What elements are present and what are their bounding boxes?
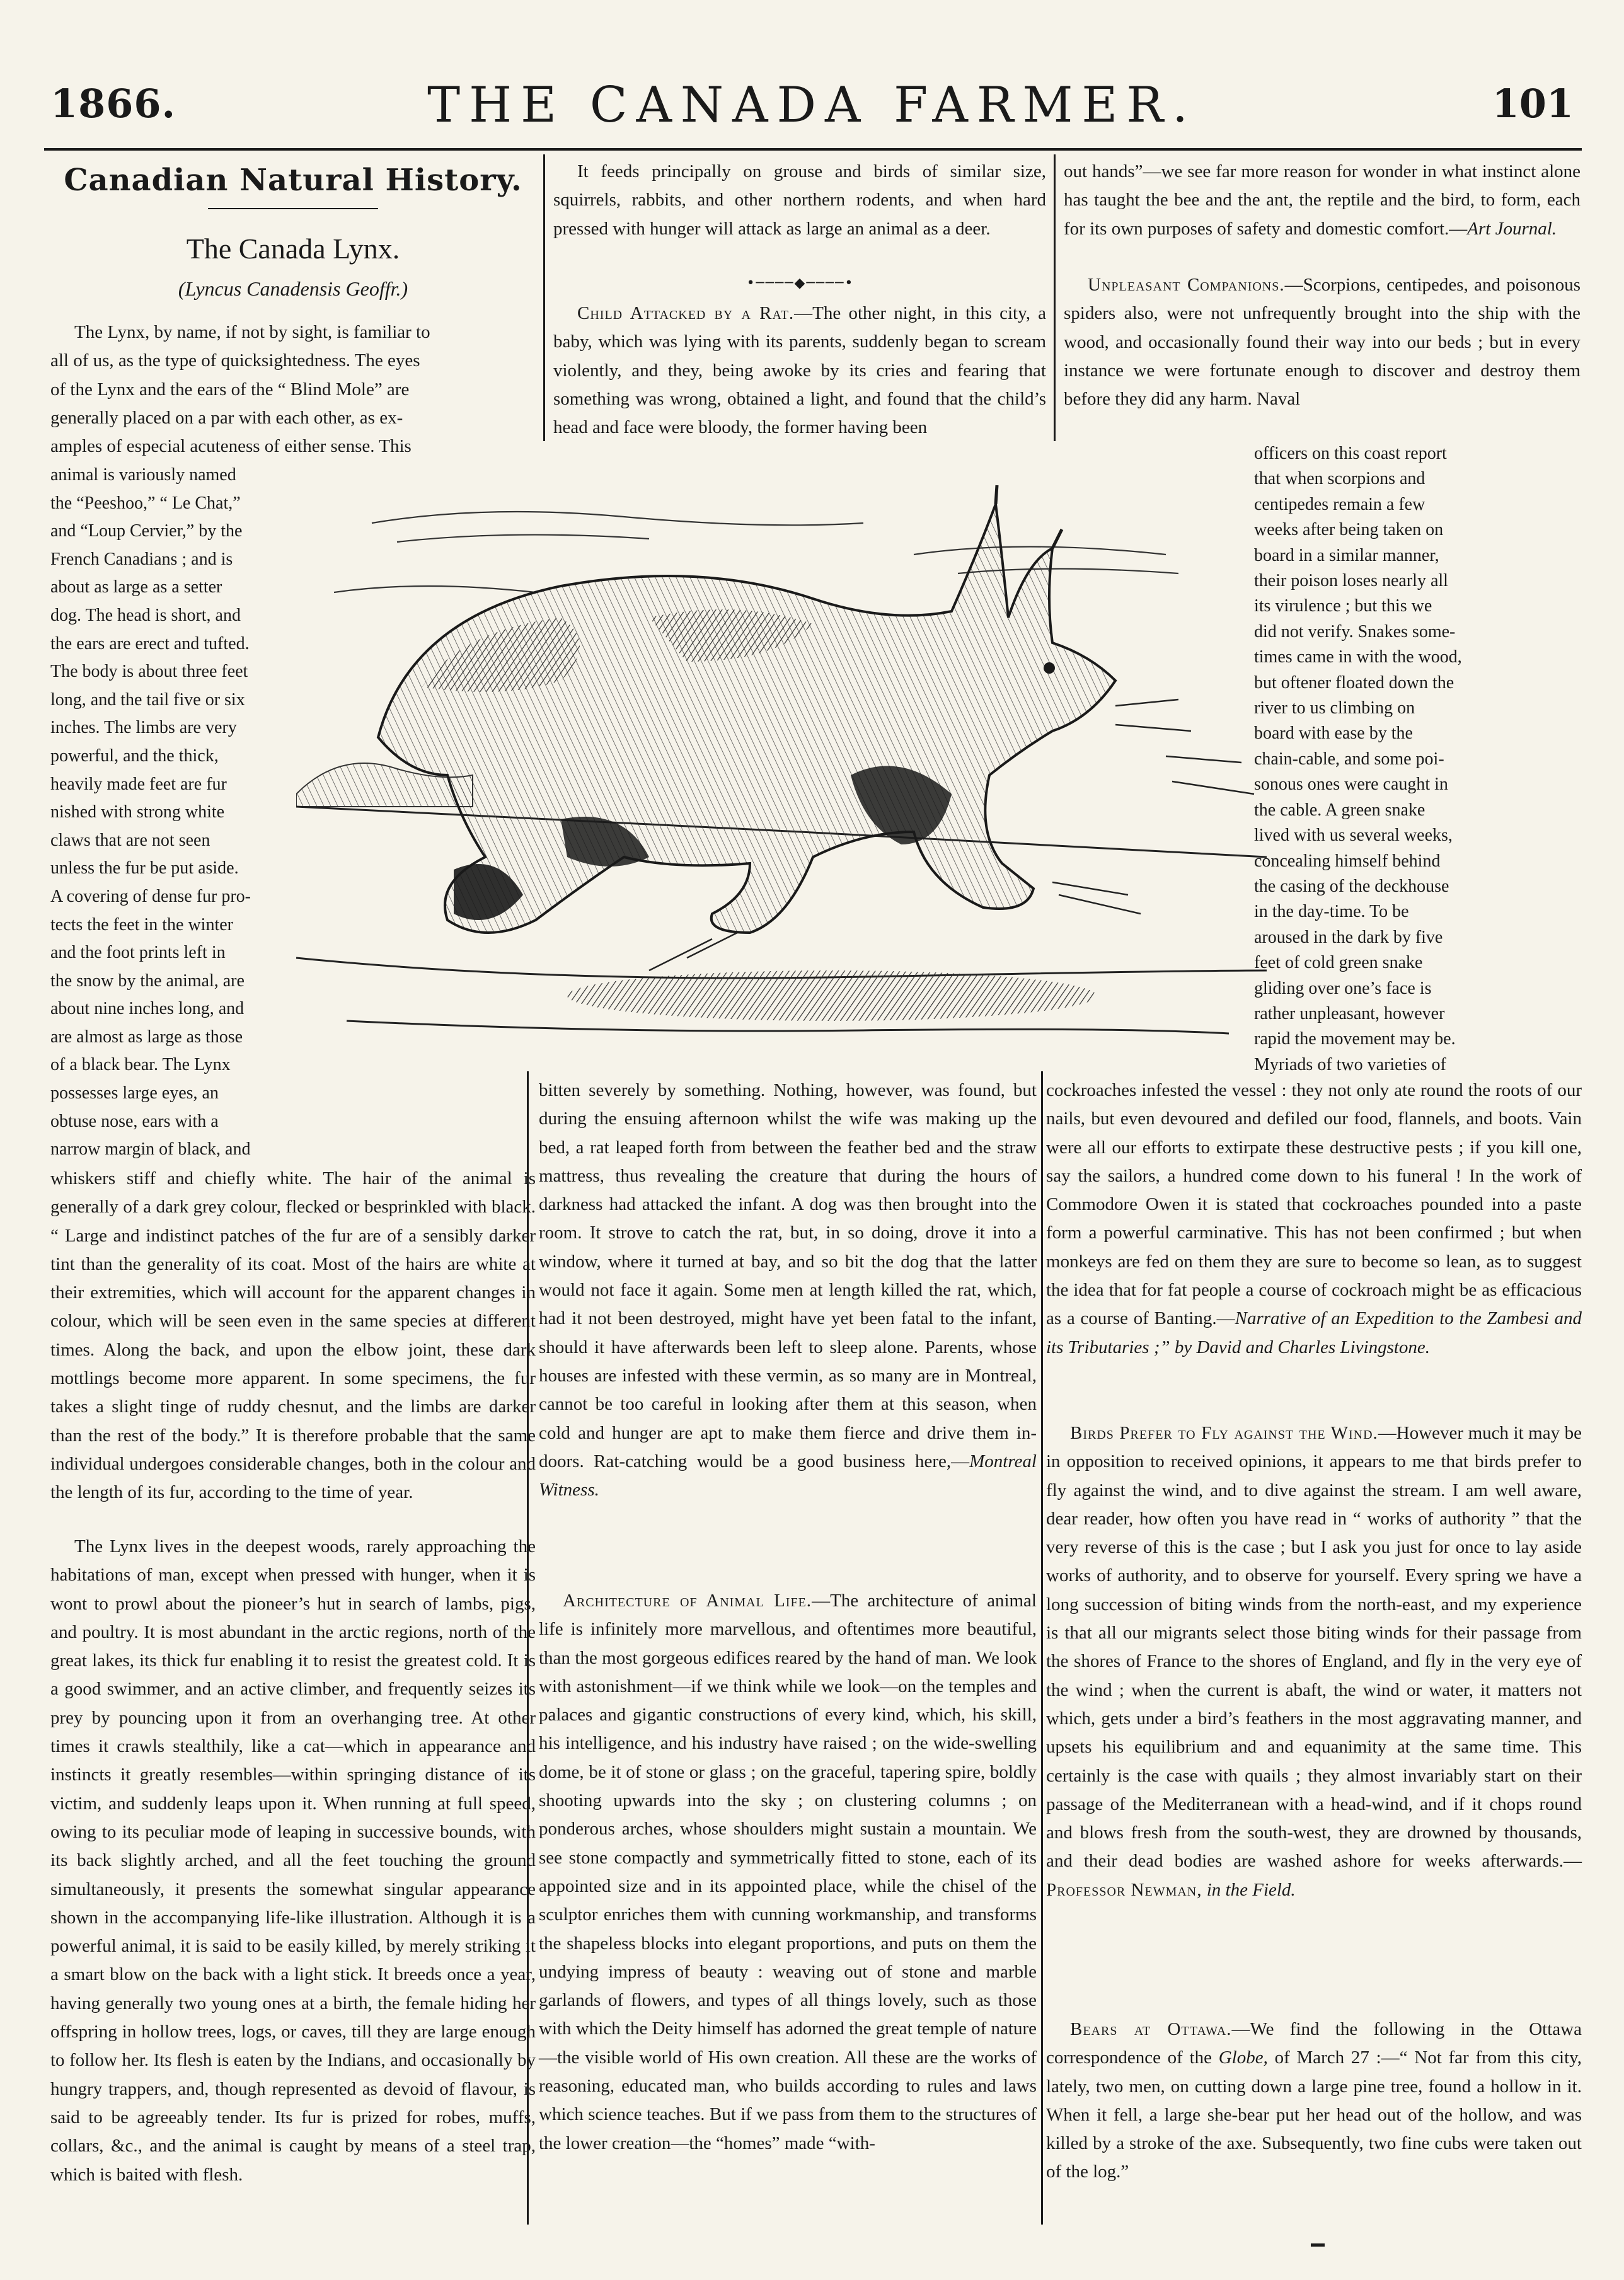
companions-narrow-line: their poison loses nearly all — [1254, 571, 1448, 591]
bears-heading: Bears at Ottawa. — [1070, 2019, 1232, 2039]
companions-narrow-line: its virulence ; but this we — [1254, 596, 1432, 616]
footer-dash — [1311, 2243, 1325, 2247]
lynx-narrow-line: tects the feet in the winter — [50, 914, 233, 935]
header-year: 1866. — [50, 81, 176, 127]
lynx-narrow-line: powerful, and the thick, — [50, 746, 219, 766]
lynx-intro-line: of the Lynx and the ears of the “ Blind Mole” are — [50, 379, 410, 400]
lynx-narrow-line: the ears are erect and tufted. — [50, 633, 250, 653]
section-heading-underline — [208, 208, 378, 209]
article-title: The Canada Lynx. — [186, 233, 400, 265]
lynx-narrow-line: dog. The head is short, and — [50, 605, 241, 625]
companions-narrow-text — [1254, 441, 1582, 1078]
bears-text-b: of March 27 :—“ Not far from this city, lately, two men, on cutting down a large pine tree, found a hollow in it. When it fell, a large she-bear put her head out of the hollow, and was killed by a stroke of the axe. Subsequently, two fine cubs were taken out of the log.” — [1046, 2047, 1582, 2182]
section-heading: Canadian Natural History. — [64, 163, 522, 198]
instinct-paragraph — [1064, 158, 1581, 243]
companions-narrow-line: sonous ones were caught in — [1254, 774, 1448, 795]
lynx-intro — [50, 318, 536, 461]
companions-narrow-line: times came in with the wood, — [1254, 647, 1462, 667]
companions-narrow-line: river to us climbing on — [1254, 698, 1415, 718]
lynx-narrow-line: the snow by the animal, are — [50, 970, 245, 991]
lynx-intro-line: amples of especial acuteness of either sense. This — [50, 436, 412, 457]
architecture-text: —The architecture of animal life is infinitely more marvellous, and oftentimes more beautiful, than the most gorgeous edifices reared by the hand of man. We look with astonishment—if we think while we look—on the temples and palaces and gigantic constructions of every kind, which, his skill, his intelligence, and his industry have raised ; on the wide-swelling dome, be it of stone or glass ; on the graceful, tapering spire, boldly shooting upwards into the sky ; on clustering columns ; on ponderous arches, whose shoulders might sustain a mountain. We see stone compactly and symmetrically fitted to stone, each of its appointed size and in its appointed place, while the chisel of the sculptor enriches them with cunning workmanship, and transforms the shapeless blocks into elegant proportions, and puts on them the undying impress of beauty : weaving out of stone and marble garlands of flowers, and types of all things lovely, such as those with which the Deity himself has adorned the great temple of nature—the visible world of His own creation. All these are the works of reasoning, educated man, who builds according to rules and laws which science teaches. But if we pass from them to the structures of the lower creation—the “homes” made “with- — [539, 1591, 1037, 2153]
lynx-intro-line: generally placed on a par with each other, as ex- — [50, 407, 403, 428]
companions-narrow-line: board in a similar manner, — [1254, 545, 1439, 565]
lynx-narrow-line: about as large as a setter — [50, 577, 222, 597]
lynx-paragraph-1 — [50, 1165, 536, 1507]
column-rule-2-top — [1054, 154, 1056, 441]
lynx-narrow-line: French Canadians ; and is — [50, 549, 233, 569]
column-rule-1-top — [543, 154, 545, 441]
lynx-narrow-line: The body is about three feet — [50, 662, 248, 682]
companions-heading: Unpleasant Companions. — [1088, 275, 1285, 295]
lynx-narrow-line: obtuse nose, ears with a — [50, 1111, 219, 1131]
companions-top-text: —Scorpions, centipedes, and poisonous spiders also, were not unfrequently brought into the ship with the wood, and occasionally found their way into our beds ; but in every instance we were fortunate enough to discover and destroy them before they did any harm. Naval — [1064, 275, 1581, 410]
lynx-intro-line: all of us, as the type of quicksightedness. The eyes — [50, 350, 420, 371]
rat-bottom-text: bitten severely by something. Nothing, however, was found, but during the ensuing afternoon whilst the wife was making up the bed, a rat leaped forth from between the feather bed and the straw mattress, thus revealing the creature that during the hours of darkness had attacked the infant. A dog was then brought into the room. It strove to catch the rat, but, in so doing, drove it into a window, where it turned at bay, and so bit the dog that the latter would not face it again. Some men at length killed the rat, which, had it not been destroyed, might have yet been fatal to the infant, should it have afterwards been left to sleep alone. Parents, whose houses are infested with these vermin, as so many are in Montreal, cannot be too careful in looking after them at this season, when cold and hunger are apt to make them fierce and drive them in-doors. Rat-catching would be a good business here,— — [539, 1080, 1037, 1471]
lynx-narrow-line: heavily made feet are fur — [50, 774, 227, 794]
bears-article — [1046, 2015, 1582, 2187]
companions-narrow-line: weeks after being taken on — [1254, 520, 1444, 540]
rat-article-top — [553, 299, 1046, 442]
companions-narrow-line: aroused in the dark by five — [1254, 927, 1443, 947]
birds-heading: Birds Prefer to Fly against the Wind. — [1070, 1423, 1378, 1443]
companions-narrow-line: lived with us several weeks, — [1254, 826, 1453, 846]
companions-narrow-line: Myriads of two varieties of — [1254, 1054, 1446, 1074]
companions-narrow-line: but oftener floated down the — [1254, 672, 1454, 693]
lynx-narrow-line: the “Peeshoo,” “ Le Chat,” — [50, 493, 241, 513]
lynx-narrow-line: narrow margin of black, and — [50, 1139, 251, 1160]
bears-text-a: —We find the following in the Ottawa correspondence of the — [1046, 2019, 1582, 2068]
article-subtitle: (Lyncus Canadensis Geoffr.) — [178, 277, 408, 300]
grouse-paragraph — [553, 158, 1046, 243]
companions-narrow-line: the casing of the deckhouse — [1254, 876, 1449, 896]
companions-narrow-line: that when scorpions and — [1254, 469, 1425, 489]
lynx-narrow-line: of a black bear. The Lynx — [50, 1055, 231, 1075]
instinct-text: out hands”—we see far more reason for wonder in what instinct alone has taught the bee and the ant, the reptile and the bird, to form, each for its own purposes of safety and domestic comfort.— — [1064, 161, 1581, 239]
lynx-narrow-line: possesses large eyes, an — [50, 1083, 219, 1103]
companions-narrow-line: officers on this coast report — [1254, 444, 1447, 463]
lynx-narrow-line: A covering of dense fur pro- — [50, 886, 251, 906]
companions-narrow-line: feet of cold green snake — [1254, 953, 1423, 973]
lynx-engraving-icon — [296, 479, 1267, 1065]
architecture-heading: Architecture of Animal Life. — [563, 1591, 812, 1611]
lynx-narrow-line: and “Loup Cervier,” by the — [50, 521, 243, 541]
birds-article — [1046, 1419, 1582, 1904]
lynx-narrow-line: nished with strong white — [50, 802, 225, 822]
rat-top-text: —The other night, in this city, a baby, which was lying with its parents, suddenly began to scream violently, and they, being awoke by its cries and fearing that something was wrong, obtained a light, and found that the child’s head and face were bloody, the former having been — [553, 303, 1046, 438]
lynx-intro-line: The Lynx, by name, if not by sight, is familiar to — [74, 322, 430, 342]
header-title: THE CANADA FARMER. — [427, 77, 1197, 134]
companions-source: Narrative of an Expedition to the Zambesi and its Tributaries ;” by David and Charles Livingstone. — [1046, 1308, 1582, 1357]
birds-text: —However much it may be in opposition to received opinions, it appears to me that birds prefer to fly against the wind, and to dive against the stream. I am well aware, dear reader, how often you have read in “ works of authority ” that the very reverse of this is the case ; but I ask you just for once to lay aside works of authority, and to observe for yourself. Every spring we have a long succession of biting winds from the north-east, and my experience is that all our migrants select those biting winds for their passage from the shores of France to the shores of England, and fly in the very eye of the wind ; when the current is abaft, the wind or water, it matters not which, gets under a bird’s feathers in the most aggravating manner, and upsets his equilibrium and and equanimity at the same time. This certainly is the case with quails ; they almost invariably start on their passage of the Mediterranean with a head-wind, and if it chops round and blows fresh from the south-west, they are drowned by thousands, and their dead bodies are washed ashore for weeks afterwards.— — [1046, 1423, 1582, 1872]
lynx-narrow-line: long, and the tail five or six — [50, 689, 245, 710]
birds-source-pub: in the Field. — [1206, 1879, 1296, 1900]
lynx-narrow-line: claws that are not seen — [50, 830, 210, 850]
lynx-paragraph-2 — [50, 1533, 536, 2189]
companions-narrow-line: centipedes remain a few — [1254, 494, 1425, 514]
lynx-narrow-line: unless the fur be put aside. — [50, 858, 239, 878]
lynx-narrow-line: inches. The limbs are very — [50, 718, 237, 738]
instinct-source: Art Journal. — [1467, 218, 1557, 239]
lynx-narrow-line: about nine inches long, and — [50, 999, 245, 1019]
companions-narrow-line: in the day-time. To be — [1254, 902, 1409, 922]
companions-narrow-line: concealing himself behind — [1254, 851, 1441, 871]
companions-narrow-line: board with ease by the — [1254, 723, 1413, 744]
header-rule — [44, 148, 1582, 151]
lynx-paragraph-1-text: whiskers stiff and chiefly white. The hair of the animal is generally of a dark grey colour, flecked or besprinkled with black. “ Large and indistinct patches of the fur are of a sensibly darker tint than the generality of its coat. Most of the hairs are white at their extremities, which will account for the apparent changes in colour, which will be seen even in the same species at different times. Along the back, and upon the elbow joint, these dark mottlings become more apparent. In some specimens, the fur takes a slight tinge of ruddy chesnut, and the limbs are darker than the rest of the body.” It is therefore probable that the same individual undergoes considerable changes, both in the colour and the length of its fur, according to the time of year. — [50, 1168, 536, 1503]
grouse-paragraph-text: It feeds principally on grouse and birds of similar size, squirrels, rabbits, and other northern rodents, and when hard pressed with hunger will attack as large an animal as a deer. — [553, 161, 1046, 239]
column-rule-2-bottom — [1041, 1071, 1043, 2225]
architecture-article — [539, 1587, 1037, 2158]
companions-narrow-line: rather unpleasant, however — [1254, 1003, 1445, 1023]
rat-source: Montreal Witness. — [539, 1451, 1037, 1500]
ornament-divider: •────◆────• — [746, 275, 855, 291]
companions-narrow-line: chain-cable, and some poi- — [1254, 749, 1444, 769]
bears-globe: Globe, — [1218, 2047, 1268, 2068]
companions-article-rest — [1046, 1076, 1582, 1362]
companions-narrow-line: the cable. A green snake — [1254, 800, 1425, 820]
lynx-narrow-line: animal is variously named — [50, 465, 236, 485]
birds-source-name: Professor Newman, — [1046, 1879, 1202, 1900]
companions-narrow-line: rapid the movement may be. — [1254, 1029, 1456, 1049]
companions-rest-text: cockroaches infested the vessel : they not only ate round the roots of our nails, but even devoured and defiled our food, flannels, and boots. Vain were all our efforts to extirpate these destructive pests ; if you kill one, say the sailors, a hundred come down to his funeral ! In the work of Commodore Owen it is stated that cockroaches pounded into a paste form a powerful carminative. This has not been confirmed ; but when monkeys are fed on them they are sure to become so lean, as to suggest the idea that for fat people a course of cockroach might be as efficacious as a course of Banting.— — [1046, 1080, 1582, 1329]
companions-narrow-line: gliding over one’s face is — [1254, 978, 1432, 998]
lynx-narrow-line: are almost as large as those — [50, 1027, 243, 1047]
lynx-narrow-text — [50, 461, 296, 1164]
header-page-number: 101 — [1492, 81, 1574, 127]
companions-narrow-line: did not verify. Snakes some- — [1254, 621, 1456, 642]
lynx-narrow-line: and the foot prints left in — [50, 943, 226, 963]
lynx-paragraph-2-text: The Lynx lives in the deepest woods, rarely approaching the habitations of man, except when pressed with hunger, when it is wont to prowl about the pioneer’s hut in search of lambs, pigs, and poultry. It is most abundant in the arctic regions, north of the great lakes, its thick fur enabling it to resist the greatest cold. It is a good swimmer, and an active climber, and frequently seizes its prey by pouncing upon it from an overhanging tree. At other times it crawls stealthily, like a cat—which in appearance and instincts it greatly resembles—within springing distance of its victim, and suddenly leaps upon it. When running at full speed, owing to its peculiar mode of leaping in successive bounds, with its back slightly arched, and all the feet touching the ground simultaneously, it presents the somewhat singular appearance shown in the accompanying life-like illustration. Although it is a powerful animal, it is said to be easily killed, by merely striking it a smart blow on the back with a light stick. It breeds once a year, having generally two young ones at a birth, the female hiding her offspring in hollow trees, logs, or caves, till they are large enough to follow her. Its flesh is eaten by the Indians, and occasionally by hungry trappers, and, though represented as devoid of flavour, is said to be agreeably tender. Its fur is prized for robes, muffs, collars, &c., and the animal is caught by means of a steel trap, which is baited with flesh. — [50, 1536, 536, 2185]
rat-article-bottom — [539, 1076, 1037, 1504]
companions-article-top — [1064, 271, 1581, 413]
rat-heading: Child Attacked by a Rat. — [577, 303, 795, 323]
